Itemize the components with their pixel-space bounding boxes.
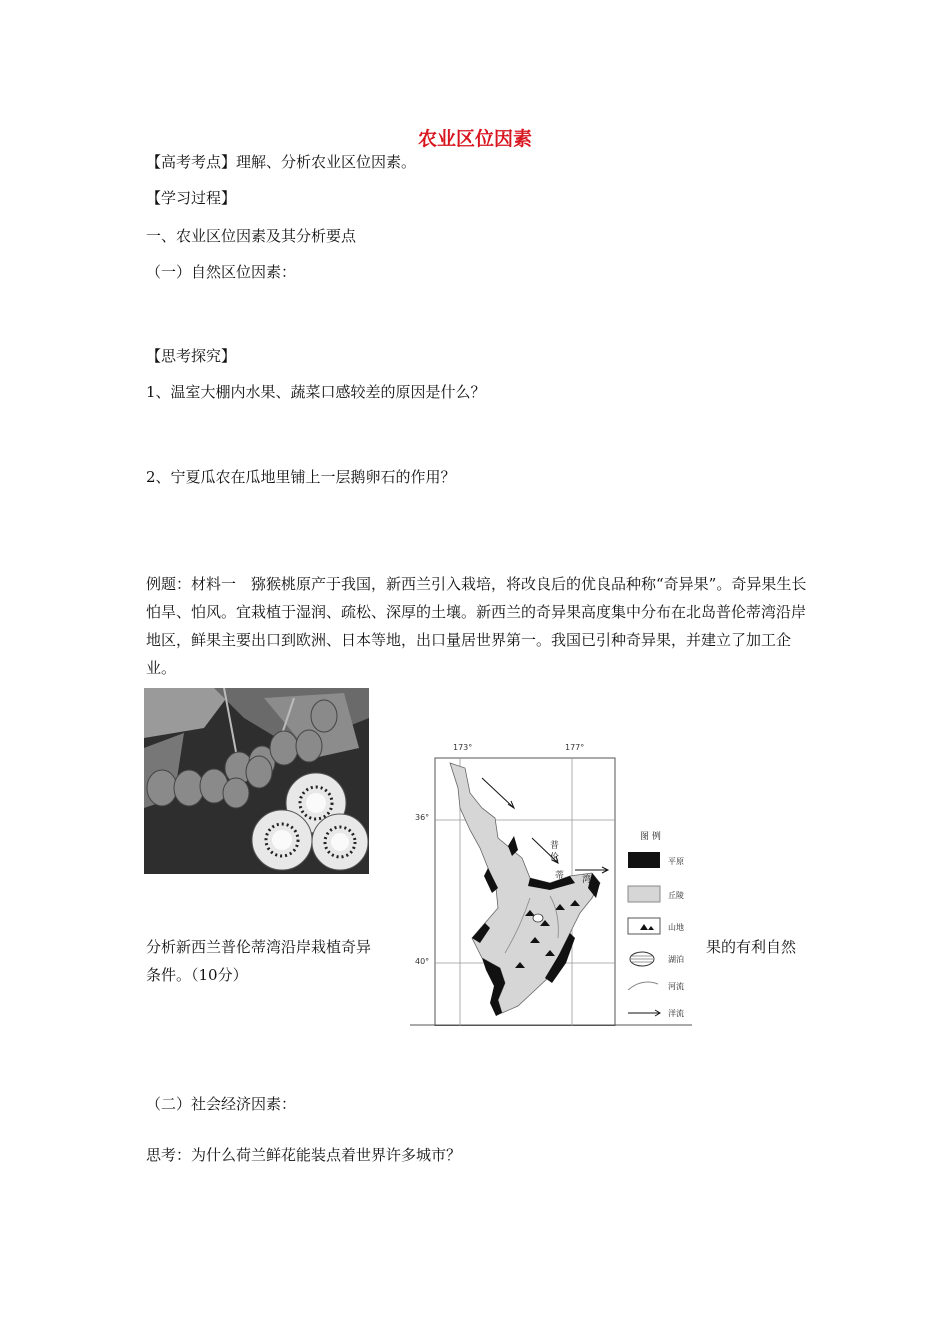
bay-char-3: 蒂 [555,871,565,881]
bay-char-2: 伦 [550,853,560,863]
lake-icon [630,952,654,966]
lon-label-173: 173° [453,743,473,752]
legend-plain: 平原 [668,857,684,866]
legend-hill: 丘陵 [668,891,684,900]
example-paragraph: 例题：材料一 猕猴桃原产于我国，新西兰引入栽培，将改良后的优良品种称“奇异果”。奇异果生长怕旱、怕风。宜栽植于湿润、疏松、深厚的土壤。新西兰的奇异果高度集中分布在北岛普伦蒂湾沿岸地区，鲜果主要出口到欧洲、日本等地，出口量居世界第一。我国已引种奇异果，并建立了加工企业。 [146,575,807,677]
river-icon [628,982,658,990]
learning-process-heading: 【学习过程】 [146,189,237,207]
lat-label-36: 36° [415,813,430,822]
current-arrow-icon [628,1010,660,1016]
legend-lake: 湖泊 [668,955,684,964]
analysis-question-part2: 果的有利自然 [706,938,797,956]
legend-hill-swatch [628,886,660,902]
natural-factors-heading: （一）自然区位因素： [146,263,297,281]
lon-label-177: 177° [565,743,585,752]
legend-river: 河流 [668,982,684,991]
bay-char-4: 湾 [582,875,592,885]
question-2: 2、宁夏瓜农在瓜地里铺上一层鹅卵石的作用？ [146,468,456,486]
legend-mountain: 山地 [668,923,684,932]
lat-label-40: 40° [415,957,430,966]
analysis-question-part1: 分析新西兰普伦蒂湾沿岸栽植奇异 [146,938,372,956]
legend-plain-swatch [628,852,660,868]
legend-title: 图 例 [640,832,661,842]
page-title: 农业区位因素 [417,128,532,150]
kiwi-fruit-photo [144,688,369,874]
social-economic-heading: （二）社会经济因素： [146,1095,297,1113]
question-1: 1、温室大棚内水果、蔬菜口感较差的原因是什么？ [146,383,486,401]
legend-current: 洋流 [668,1009,684,1018]
question-3: 思考：为什么荷兰鲜花能装点着世界许多城市？ [146,1146,462,1164]
analysis-question-score: 条件。（10分） [146,966,248,984]
exam-point: 【高考考点】理解、分析农业区位因素。 [146,153,417,171]
new-zealand-map [410,738,692,1026]
section-1-heading: 一、农业区位因素及其分析要点 [146,227,357,245]
bay-char-1: 普 [550,841,560,851]
think-explore-heading: 【思考探究】 [146,347,237,365]
